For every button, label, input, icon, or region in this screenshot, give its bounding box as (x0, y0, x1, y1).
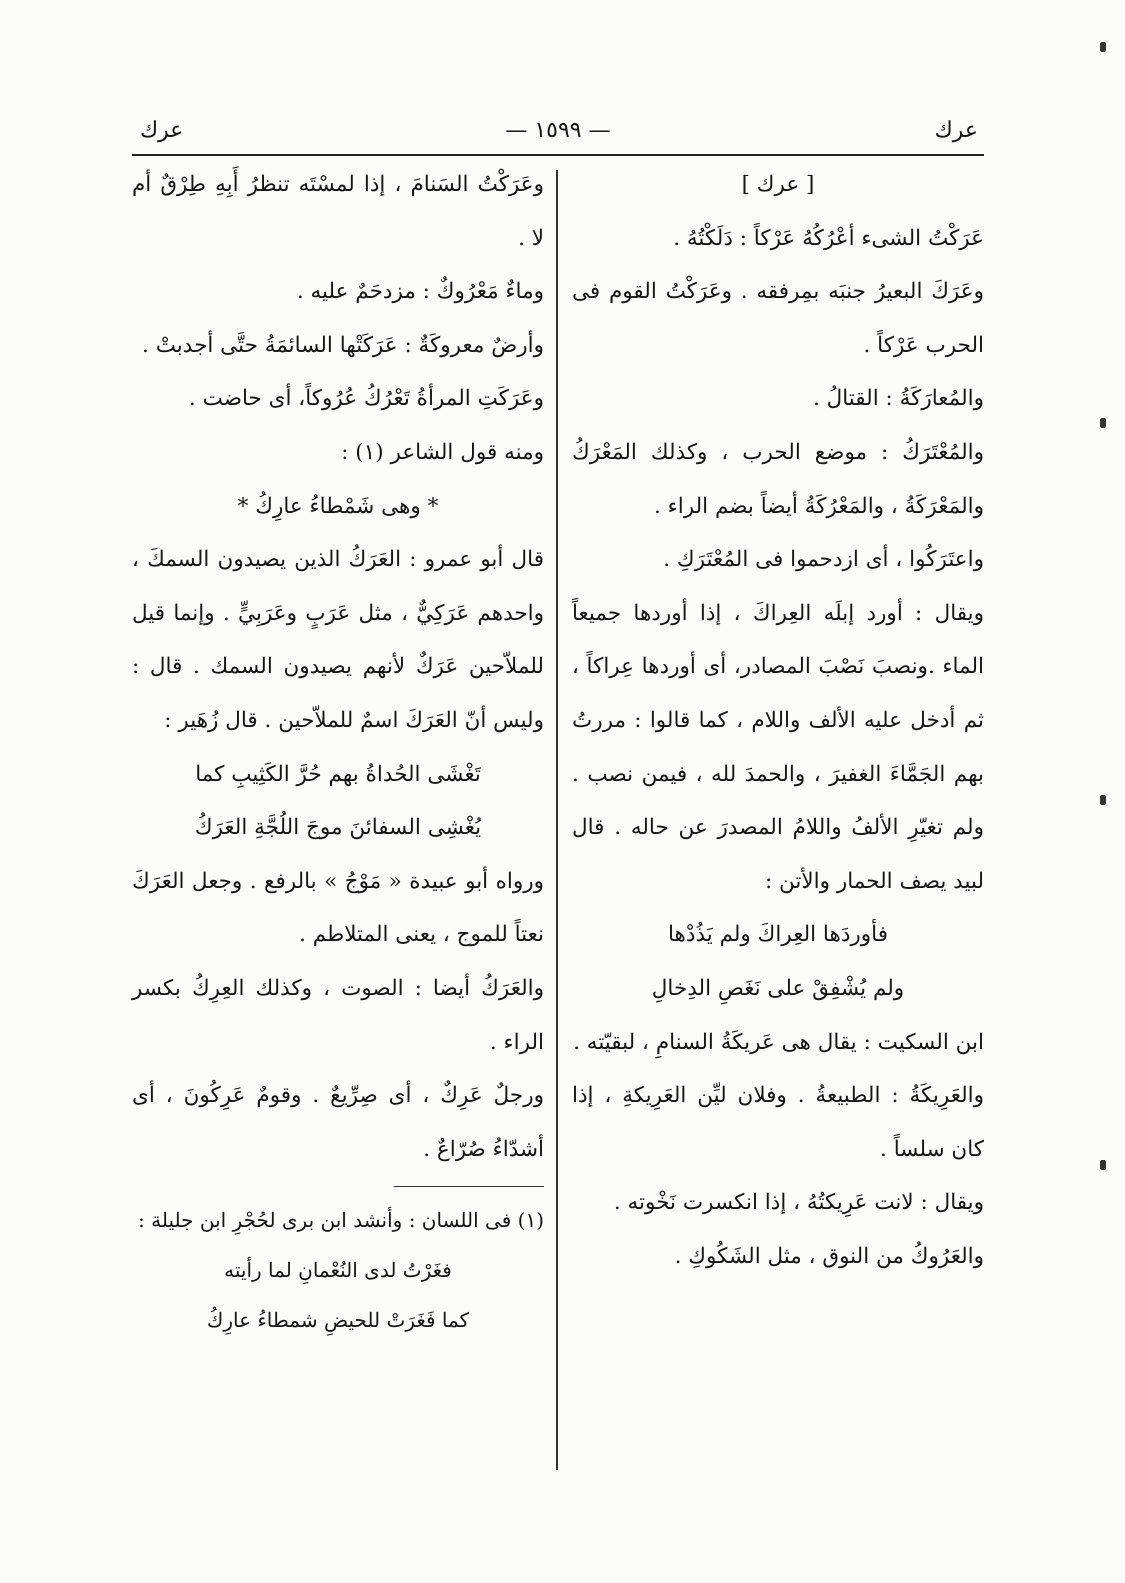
page-number: — ١٥٩٩ — (505, 118, 611, 143)
footnote-verse-line: كما فَغَرَتْ للحيضِ شمطاءُ عارِكُ (206, 1308, 470, 1333)
verse-line: فأوردَها العِراكَ ولم يَذُدْها (668, 922, 888, 948)
footnote-rule (394, 1186, 544, 1187)
paragraph: ومنه قول الشاعر (١) : (341, 439, 544, 465)
verse-line: ولم يُشْفِقْ على نَغَصِ الدِخالِ (651, 975, 905, 1001)
paragraph: وعَرَكَتِ المرأةُ تَعْرُكُ عُرُوكاً، أى حاضت . (188, 386, 544, 412)
paragraph: واعتَرَكُوا ، أى ازدحموا فى المُعْتَرَكِ . (663, 547, 984, 573)
running-headword-right: عرك (934, 118, 978, 143)
right-column (572, 158, 984, 1283)
paragraph: والعَرِيكَةُ : الطبيعةُ . وفلان ليِّن العَرِيكةِ ، إذا كان سلساً . (572, 1083, 984, 1162)
paragraph: ويقال : أورد إبلَه العِراكَ ، إذا أوردها جميعاً الماء .ونصبَ نَصْبَ المصادر، أى أوردها عِراكاً ، ثم أدخل عليه الألف واللام ، كما قالوا : مررتُ بهم الجَمَّاءَ الغفيرَ ، والحمدَ لله ، فيمن نصب . ولم تغيّرِ الألفُ واللامُ المصدرَ عن حاله . قال لبيد يصف الحمار والأتن : (572, 600, 984, 894)
footnote-verse-line: فغَرْتُ لدى النُعْمانِ لما رأيته (224, 1258, 452, 1283)
page-header (132, 112, 984, 156)
left-column (132, 158, 544, 1345)
entry-heading: [ عرك ] (741, 172, 815, 197)
paragraph: والمُعارَكَةُ : القتالُ . (812, 386, 984, 412)
margin-mark (1100, 1160, 1106, 1170)
verse-line: * وهى شَمْطاءُ عارِكُ * (237, 493, 439, 519)
footnote-text: (١) فى اللسان : وأنشد ابن برى لحُجْرِ ابن جليلة : (138, 1208, 544, 1233)
verse-line: يُغْشِى السفائنَ موجَ اللُجَّةِ العَرَكُ (194, 815, 482, 841)
footnote (132, 1195, 544, 1345)
margin-mark (1100, 795, 1106, 805)
paragraph: وماءٌ مَعْرُوكٌ : مزدحَمٌ عليه . (296, 279, 544, 305)
paragraph: عَرَكْتُ الشىء أعْرُكُهُ عَرْكاً : دَلَكْتُهُ . (673, 225, 984, 251)
column-divider (556, 170, 558, 1470)
paragraph: ابن السكيت : يقال هى عَريكَةُ السنامِ ، لبقيّته . (573, 1029, 984, 1055)
paragraph: قال أبو عمرو : العَرَكُ الذين يصيدون السمكَ ، واحدهم عَرَكِيٌّ ، مثل عَرَبٍ وعَرَبِيٍّ . وإنما قيل للملاّحين عَرَكٌ لأنهم يصيدون السمك . قال : وليس أنّ العَرَكَ اسمٌ للملاّحين . قال زُهَير : (132, 547, 544, 733)
paragraph: ويقال : لانت عَرِيكتُهُ ، إذا انكسرت نَخْوته . (613, 1190, 984, 1216)
paragraph: ورجلٌ عَرِكٌ ، أى صِرِّيعٌ . وقومٌ عَرِكُونَ ، أى أشدّاءُ صُرّاعٌ . (132, 1083, 544, 1162)
paragraph: والعَرُوكُ من النوق ، مثل الشَكُوكِ . (674, 1243, 984, 1269)
verse-line: تَغْشَى الحُداةُ بهم حُرَّ الكَثِيبِ كما (195, 761, 481, 787)
running-headword-left: عرك (140, 118, 184, 143)
margin-mark (1100, 42, 1106, 52)
paragraph: وعَرَكْتُ السَنامَ ، إذا لمسْتَه تنظرُ أَبِهِ طِرْقٌ أم لا . (132, 172, 544, 251)
paragraph: وعَرَكَ البعيرُ جنبَه بمِرفقه . وعَرَكْتُ القوم فى الحرب عَرْكاً . (572, 279, 984, 358)
paragraph: والعَرَكُ أيضا : الصوت ، وكذلك العِرِكُ بكسر الراء . (132, 975, 544, 1055)
paragraph: ورواه أبو عبيدة « مَوْجُ » بالرفع . وجعل العَرَكَ نعتاً للموج ، يعنى المتلاطم . (132, 868, 544, 948)
paragraph: والمُعْتَرَكُ : موضع الحرب ، وكذلك المَعْرَكُ والمَعْرَكَةُ ، والمَعْرُكَةُ أيضاً بضم الراء . (572, 439, 984, 519)
paragraph: وأرضٌ معروكَةٌ : عَرَكَتْها السائمَةُ حتَّى أجدبتْ . (142, 332, 544, 358)
margin-mark (1100, 418, 1106, 428)
